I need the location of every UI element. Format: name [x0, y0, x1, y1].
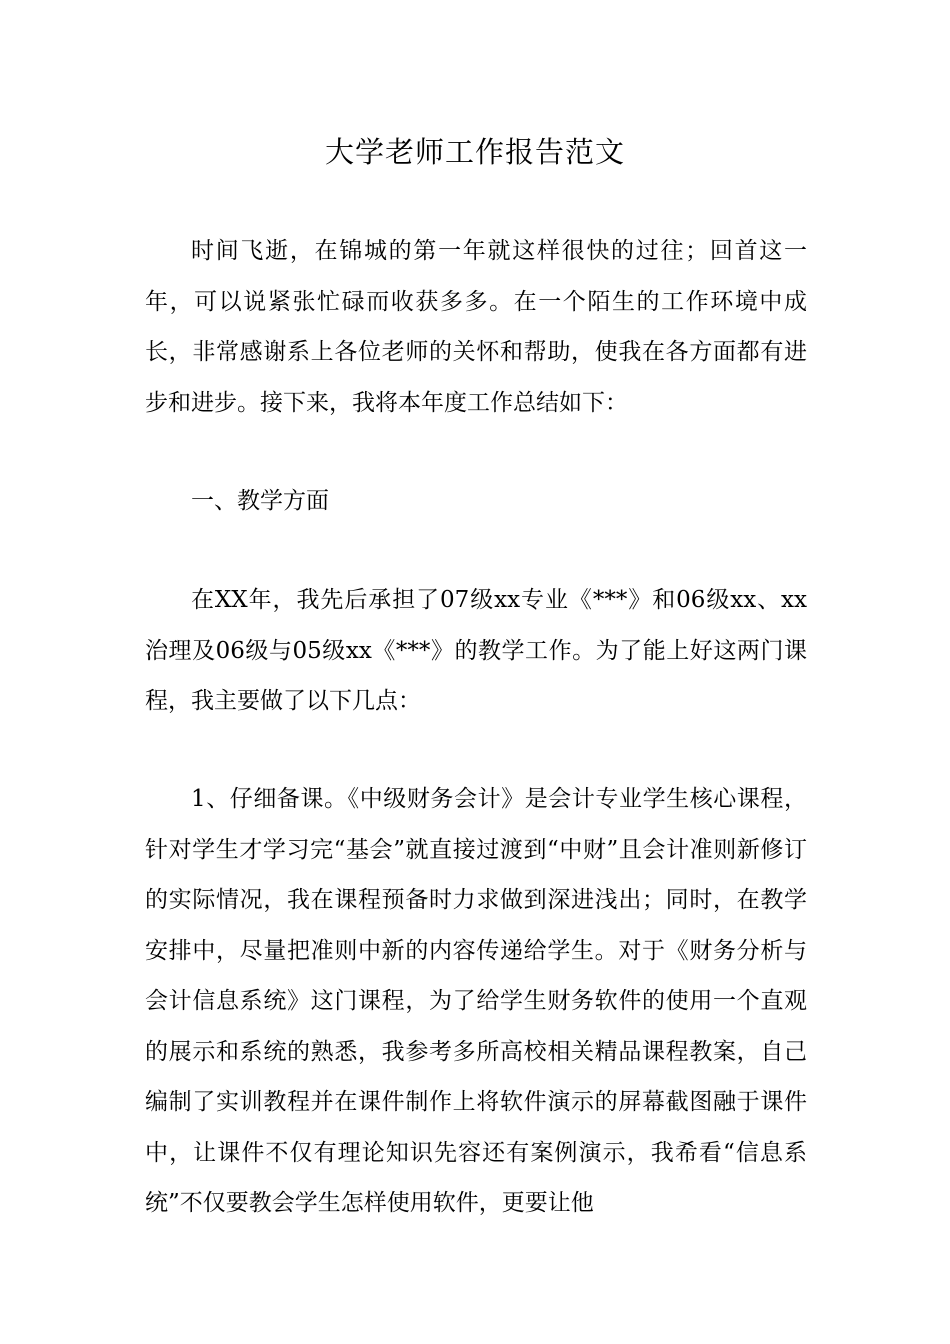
section-intro-paragraph: 在XX年，我先后承担了07级xx专业《***》和06级xx、xx治理及06级与05级xx《***》的教学工作。为了能上好这两门课程，我主要做了以下几点：: [145, 587, 807, 714]
section-heading: 一、教学方面: [191, 488, 329, 514]
intro-paragraph: 时间飞逝，在锦城的第一年就这样很快的过往；回首这一年，可以说紧张忙碌而收获多多。在一个陌生的工作环境中成长，非常感谢系上各位老师的关怀和帮助，使我在各方面都有进步和进步。接下来，我将本年度工作总结如下：: [145, 238, 807, 416]
document-title: 大学老师工作报告范文: [324, 135, 625, 169]
point-1-paragraph: 1、仔细备课。《中级财务会计》是会计专业学生核心课程，针对学生才学习完“基会”就直接过渡到“中财”且会计准则新修订的实际情况，我在课程预备时力求做到深进浅出；同时，在教学安排中，尽量把准则中新的内容传递给学生。对于《财务分析与会计信息系统》这门课程，为了给学生财务软件的使用一个直观的展示和系统的熟悉，我参考多所高校相关精品课程教案，自己编制了实训教程并在课件制作上将软件演示的屏幕截图融于课件中，让课件不仅有理论知识先容还有案例演示，我希看“信息系统”不仅要教会学生怎样使用软件，更要让他: [145, 786, 807, 1216]
